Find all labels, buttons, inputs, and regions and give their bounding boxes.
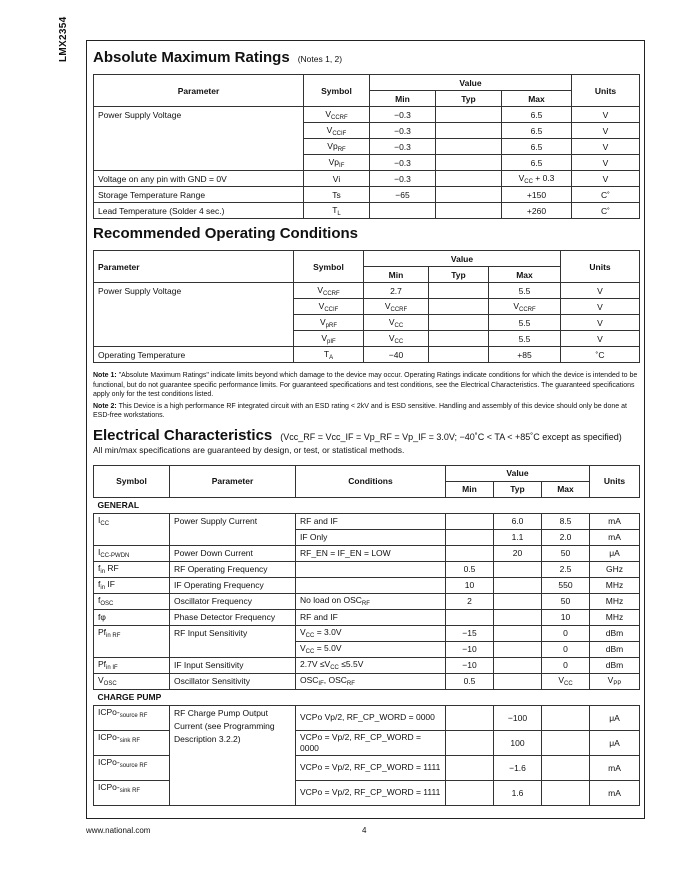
ec-heading xyxy=(93,427,640,444)
roc-units: ˚C xyxy=(561,347,640,363)
subscript: pIF xyxy=(327,338,336,345)
ec-h-typ: Typ xyxy=(494,481,542,497)
subscript: CC xyxy=(305,649,315,655)
amr-row xyxy=(94,187,640,203)
ec-row xyxy=(94,657,640,673)
amr-symbol: Vi xyxy=(304,171,370,187)
amr-heading xyxy=(93,49,640,66)
ec-param: IF Input Sensitivity xyxy=(170,657,296,673)
ec-param: RF Input Sensitivity xyxy=(170,625,296,641)
ec-typ xyxy=(494,609,542,625)
subscript: CC xyxy=(100,521,110,528)
subscript: CC xyxy=(564,681,573,687)
ec-typ xyxy=(494,673,542,689)
roc-units: V xyxy=(561,283,640,299)
amr-typ xyxy=(436,203,502,219)
subscript: RF xyxy=(361,601,370,607)
amr-symbol: $T_L$ xyxy=(304,203,370,219)
amr-param: Storage Temperature Range xyxy=(94,187,304,203)
ec-typ: 6.0 xyxy=(494,513,542,529)
ec-cond: VCPo = Vp/2, RF_CP_WORD = 0000 xyxy=(296,730,446,755)
amr-param xyxy=(94,123,304,139)
ec-cond: VCPo Vp/2, RF_CP_WORD = 0000 xyxy=(296,705,446,730)
subscript: in IF xyxy=(106,665,118,671)
amr-min: −0.3 xyxy=(370,155,436,171)
roc-row xyxy=(94,315,640,331)
ec-cond: $2.7V \le V_{CC} \le 5.5V$ xyxy=(296,657,446,673)
subscript: CC xyxy=(330,665,339,671)
amr-units: V xyxy=(572,123,640,139)
ec-typ xyxy=(494,577,542,593)
ec-row xyxy=(94,513,640,529)
ec-typ: 20 xyxy=(494,545,542,561)
ec-units: μA xyxy=(590,730,640,755)
ec-typ xyxy=(494,593,542,609)
amr-row xyxy=(94,123,640,139)
ec-symbol: ICPo-$_{sink RF}$ xyxy=(94,780,170,805)
roc-min: −40 xyxy=(364,347,429,363)
amr-param: Power Supply Voltage xyxy=(94,107,304,123)
ec-row xyxy=(94,561,640,577)
amr-symbol: $Vp_{IF}$ xyxy=(304,155,370,171)
ec-symbol: $Pf_{in RF}$ xyxy=(94,625,170,641)
roc-units: V xyxy=(561,331,640,347)
ec-symbol: $V_{OSC}$ xyxy=(94,673,170,689)
ec-section-general xyxy=(94,497,640,513)
ec-units: $V_{PP}$ xyxy=(590,673,640,689)
ec-units: dBm xyxy=(590,625,640,641)
amr-typ xyxy=(436,171,502,187)
ec-max: 0 xyxy=(542,657,590,673)
amr-h-units: Units xyxy=(572,75,640,107)
amr-units: V xyxy=(572,107,640,123)
ec-max: 550 xyxy=(542,577,590,593)
ec-max: 8.5 xyxy=(542,513,590,529)
amr-h-value: Value xyxy=(370,75,572,91)
subscript: in RF xyxy=(106,633,121,640)
amr-min: −0.3 xyxy=(370,123,436,139)
ec-typ: −100 xyxy=(494,705,542,730)
amr-row xyxy=(94,107,640,123)
ec-cond: $V_{CC} = 5.0V$ xyxy=(296,641,446,657)
roc-max: 5.5 xyxy=(489,283,561,299)
ec-min xyxy=(446,780,494,805)
ec-symbol xyxy=(94,529,170,545)
ec-h-value: Value xyxy=(446,465,590,481)
ec-units: dBm xyxy=(590,657,640,673)
roc-table xyxy=(93,250,640,363)
ec-h-units: Units xyxy=(590,465,640,497)
roc-symbol: $V_{pIF}$ xyxy=(294,331,364,347)
roc-param: Operating Temperature xyxy=(94,347,294,363)
ec-min: −10 xyxy=(446,657,494,673)
amr-min xyxy=(370,203,436,219)
ec-cond: VCPo = Vp/2, RF_CP_WORD = 1111 xyxy=(296,780,446,805)
ec-min: −15 xyxy=(446,625,494,641)
ec-typ xyxy=(494,561,542,577)
ec-symbol: ICPo-$_{sink RF}$ xyxy=(94,730,170,755)
subscript: PP xyxy=(613,681,622,687)
amr-max: 6.5 xyxy=(502,139,572,155)
ec-row xyxy=(94,593,640,609)
roc-param xyxy=(94,299,294,315)
ec-typ xyxy=(494,657,542,673)
subscript: CCIF xyxy=(324,306,339,313)
roc-h-value: Value xyxy=(364,251,561,267)
ec-h-cond: Conditions xyxy=(296,465,446,497)
amr-typ xyxy=(436,155,502,171)
ec-symbol: $I_{CC}$ xyxy=(94,513,170,529)
ec-param: IF Operating Frequency xyxy=(170,577,296,593)
amr-max: $V_{CC} + 0.3$ xyxy=(502,171,572,187)
ec-min: −10 xyxy=(446,641,494,657)
subscript: A xyxy=(329,354,334,361)
ec-max xyxy=(542,730,590,755)
roc-param xyxy=(94,315,294,331)
amr-typ xyxy=(436,187,502,203)
ec-units: dBm xyxy=(590,641,640,657)
roc-min: 2.7 xyxy=(364,283,429,299)
ec-min xyxy=(446,730,494,755)
ec-row xyxy=(94,577,640,593)
ec-cond: VCPo = Vp/2, RF_CP_WORD = 1111 xyxy=(296,755,446,780)
note-1: Note 1: "Absolute Maximum Ratings" indicate limits beyond which damage to the device may occur. Operating Ratings indicate conditions for which the device is intended to be functional, but do not guarantee specific performance limits. For guaranteed specifications and test conditions, see the Electrical Characteristics. The guaranteed specifications apply only for the test conditions listed. xyxy=(93,372,638,398)
ec-row xyxy=(94,529,640,545)
amr-row xyxy=(94,139,640,155)
roc-max: +85 xyxy=(489,347,561,363)
subscript: CCRF xyxy=(331,114,348,121)
amr-min: −65 xyxy=(370,187,436,203)
amr-h-max: Max xyxy=(502,91,572,107)
ec-units: GHz xyxy=(590,561,640,577)
ec-table xyxy=(93,465,640,806)
part-number-sidebar: LMX2354 xyxy=(58,16,69,62)
amr-notes: (Notes 1, 2) xyxy=(297,54,343,64)
roc-symbol: $V_{pRF}$ xyxy=(294,315,364,331)
ec-param: Phase Detector Frequency xyxy=(170,609,296,625)
ec-units: MHz xyxy=(590,577,640,593)
subscript: CCRF xyxy=(323,290,340,297)
ec-max: 2.0 xyxy=(542,529,590,545)
ec-max xyxy=(542,755,590,780)
ec-section-label: CHARGE PUMP xyxy=(94,689,640,705)
ec-max: 0 xyxy=(542,641,590,657)
amr-max: +260 xyxy=(502,203,572,219)
ec-symbol: $I_{CC-PWDN}$ xyxy=(94,545,170,561)
ec-max: 10 xyxy=(542,609,590,625)
ec-units: mA xyxy=(590,513,640,529)
amr-row xyxy=(94,155,640,171)
ec-typ xyxy=(494,641,542,657)
amr-h-typ: Typ xyxy=(436,91,502,107)
ec-cond: IF Only xyxy=(296,529,446,545)
roc-row xyxy=(94,331,640,347)
ec-units: MHz xyxy=(590,609,640,625)
subscript: CCRF xyxy=(390,306,408,313)
note-2: Note 2: This Device is a high performance RF integrated circuit with an ESD rating < 2kV and is ESD sensitive. Handling and assembly of this device should only be done at ESD-free workstations. xyxy=(93,402,627,419)
amr-units: C˚ xyxy=(572,187,640,203)
roc-row xyxy=(94,347,640,363)
roc-param: Power Supply Voltage xyxy=(94,283,294,299)
amr-row xyxy=(94,171,640,187)
amr-param: Voltage on any pin with GND = 0V xyxy=(94,171,304,187)
roc-h-units: Units xyxy=(561,251,640,283)
ec-symbol: ICPo-$_{source RF}$ xyxy=(94,755,170,780)
amr-symbol: Ts xyxy=(304,187,370,203)
subscript: in xyxy=(100,569,106,575)
ec-min: 0.5 xyxy=(446,673,494,689)
amr-units: V xyxy=(572,139,640,155)
ec-max xyxy=(542,705,590,730)
ec-units: mA xyxy=(590,780,640,805)
roc-min: $V_{CCRF}$ xyxy=(364,299,429,315)
ec-conditions: (Vcc_RF = Vcc_IF = Vp_RF = Vp_IF = 3.0V; −40˚C < TA < +85˚C except as specified) xyxy=(280,431,622,442)
ec-param: Power Down Current xyxy=(170,545,296,561)
amr-h-min: Min xyxy=(370,91,436,107)
ec-units: μA xyxy=(590,545,640,561)
ec-param: RF Operating Frequency xyxy=(170,561,296,577)
roc-max: $V_{CCRF}$ xyxy=(489,299,561,315)
roc-h-max: Max xyxy=(489,267,561,283)
ec-symbol: $f_{in}$ IF xyxy=(94,577,170,593)
ec-min: 0.5 xyxy=(446,561,494,577)
subscript: IF xyxy=(339,162,345,169)
page-frame xyxy=(86,40,645,819)
ec-subtitle: All min/max specifications are guaranteed by design, or test, or statistical methods. xyxy=(93,444,405,455)
amr-param xyxy=(94,155,304,171)
roc-typ xyxy=(429,347,489,363)
ec-min xyxy=(446,755,494,780)
roc-h-symbol: Symbol xyxy=(294,251,364,283)
ec-cp-row xyxy=(94,705,640,730)
ec-cond: RF_EN = IF_EN = LOW xyxy=(296,545,446,561)
amr-title: Absolute Maximum Ratings xyxy=(93,49,290,66)
roc-typ xyxy=(429,315,489,331)
ec-row xyxy=(94,641,640,657)
amr-max: 6.5 xyxy=(502,107,572,123)
amr-h-symbol: Symbol xyxy=(304,75,370,107)
roc-h-param: Parameter xyxy=(94,251,294,283)
amr-typ xyxy=(436,139,502,155)
ec-param xyxy=(170,641,296,657)
ec-min xyxy=(446,705,494,730)
subscript: pRF xyxy=(325,322,337,329)
roc-symbol: $V_{CCRF}$ xyxy=(294,283,364,299)
roc-units: V xyxy=(561,299,640,315)
ec-cond xyxy=(296,577,446,593)
amr-h-param: Parameter xyxy=(94,75,304,107)
ec-min xyxy=(446,513,494,529)
roc-param xyxy=(94,331,294,347)
ec-units: μA xyxy=(590,705,640,730)
roc-row xyxy=(94,299,640,315)
roc-max: 5.5 xyxy=(489,315,561,331)
ec-min: 10 xyxy=(446,577,494,593)
subscript: in xyxy=(100,585,106,591)
subscript: sink RF xyxy=(119,737,141,744)
ec-h-min: Min xyxy=(446,481,494,497)
ec-symbol: ICPo-$_{source RF}$ xyxy=(94,705,170,730)
ec-typ xyxy=(494,625,542,641)
ec-row xyxy=(94,625,640,641)
amr-max: 6.5 xyxy=(502,123,572,139)
ec-min xyxy=(446,529,494,545)
ec-row xyxy=(94,673,640,689)
amr-symbol: $Vp_{RF}$ xyxy=(304,139,370,155)
amr-units: V xyxy=(572,155,640,171)
subscript: L xyxy=(337,210,341,217)
ec-max xyxy=(542,780,590,805)
subscript: RF xyxy=(337,146,346,153)
ec-h-param: Parameter xyxy=(170,465,296,497)
ec-cond: RF and IF xyxy=(296,609,446,625)
subscript: RF xyxy=(346,681,355,687)
ec-symbol: fφ xyxy=(94,609,170,625)
ec-cond: RF and IF xyxy=(296,513,446,529)
ec-param: Power Supply Current xyxy=(170,513,296,529)
ec-units: mA xyxy=(590,755,640,780)
roc-min: $V_{CC}$ xyxy=(364,315,429,331)
amr-table xyxy=(93,74,640,219)
amr-min: −0.3 xyxy=(370,171,436,187)
ec-typ: 1.1 xyxy=(494,529,542,545)
ec-units: mA xyxy=(590,529,640,545)
ec-section-charge-pump xyxy=(94,689,640,705)
subscript: source RF xyxy=(119,712,148,719)
ec-cond: $OSC_{IF}$, $OSC_{RF}$ xyxy=(296,673,446,689)
ec-h-symbol: Symbol xyxy=(94,465,170,497)
ec-typ: −1.6 xyxy=(494,755,542,780)
amr-min: −0.3 xyxy=(370,107,436,123)
ec-symbol: $Pf_{in IF}$ xyxy=(94,657,170,673)
ec-row xyxy=(94,609,640,625)
ec-symbol xyxy=(94,641,170,657)
amr-typ xyxy=(436,107,502,123)
roc-min: $V_{CC}$ xyxy=(364,331,429,347)
subscript: CC xyxy=(305,633,315,639)
subscript: CCIF xyxy=(332,130,347,137)
ec-cp-param: RF Charge Pump Output Current (see Programming Description 3.2.2) xyxy=(170,705,296,805)
roc-title: Recommended Operating Conditions xyxy=(93,225,359,242)
ec-max: $V_{CC}$ xyxy=(542,673,590,689)
ec-min: 2 xyxy=(446,593,494,609)
ec-symbol: $f_{in}$ RF xyxy=(94,561,170,577)
roc-symbol: $T_A$ xyxy=(294,347,364,363)
footer-site: www.national.com xyxy=(86,826,151,835)
ec-section-label: GENERAL xyxy=(94,497,640,513)
ec-title: Electrical Characteristics xyxy=(93,426,273,444)
amr-row xyxy=(94,203,640,219)
amr-units: V xyxy=(572,171,640,187)
subscript: source RF xyxy=(119,762,148,769)
amr-param xyxy=(94,139,304,155)
ec-symbol: $f_{OSC}$ xyxy=(94,593,170,609)
ec-cond: No load on $OSC_{RF}$ xyxy=(296,593,446,609)
subscript: OSC xyxy=(103,681,117,687)
subscript: CC xyxy=(524,178,533,185)
amr-typ xyxy=(436,123,502,139)
roc-typ xyxy=(429,299,489,315)
ec-min xyxy=(446,609,494,625)
subscript: CCRF xyxy=(519,306,536,313)
ec-row xyxy=(94,545,640,561)
ec-cond: $V_{CC} = 3.0V$ xyxy=(296,625,446,641)
ec-units: MHz xyxy=(590,593,640,609)
ec-param: Oscillator Sensitivity xyxy=(170,673,296,689)
roc-h-typ: Typ xyxy=(429,267,489,283)
ec-min xyxy=(446,545,494,561)
roc-typ xyxy=(429,283,489,299)
roc-units: V xyxy=(561,315,640,331)
amr-max: 6.5 xyxy=(502,155,572,171)
amr-min: −0.3 xyxy=(370,139,436,155)
subscript: CC xyxy=(394,322,404,329)
ec-cond xyxy=(296,561,446,577)
roc-max: 5.5 xyxy=(489,331,561,347)
amr-units: C˚ xyxy=(572,203,640,219)
ec-h-max: Max xyxy=(542,481,590,497)
ec-max: 50 xyxy=(542,545,590,561)
amr-max: +150 xyxy=(502,187,572,203)
roc-h-min: Min xyxy=(364,267,429,283)
ec-typ: 1.6 xyxy=(494,780,542,805)
subscript: CC-PWDN xyxy=(100,553,130,559)
subscript: OSC xyxy=(100,601,114,607)
amr-symbol: $V_{CCRF}$ xyxy=(304,107,370,123)
subscript: IF xyxy=(318,681,324,687)
ec-max: 50 xyxy=(542,593,590,609)
ec-param xyxy=(170,529,296,545)
roc-symbol: $V_{CCIF}$ xyxy=(294,299,364,315)
amr-param: Lead Temperature (Solder 4 sec.) xyxy=(94,203,304,219)
notes-block xyxy=(93,371,640,421)
subscript: sink RF xyxy=(119,787,141,794)
ec-max: 2.5 xyxy=(542,561,590,577)
footer-page: 4 xyxy=(362,826,367,835)
amr-symbol: $V_{CCIF}$ xyxy=(304,123,370,139)
ec-typ: 100 xyxy=(494,730,542,755)
roc-typ xyxy=(429,331,489,347)
ec-max: 0 xyxy=(542,625,590,641)
roc-row xyxy=(94,283,640,299)
ec-param: Oscillator Frequency xyxy=(170,593,296,609)
subscript: CC xyxy=(394,338,404,345)
